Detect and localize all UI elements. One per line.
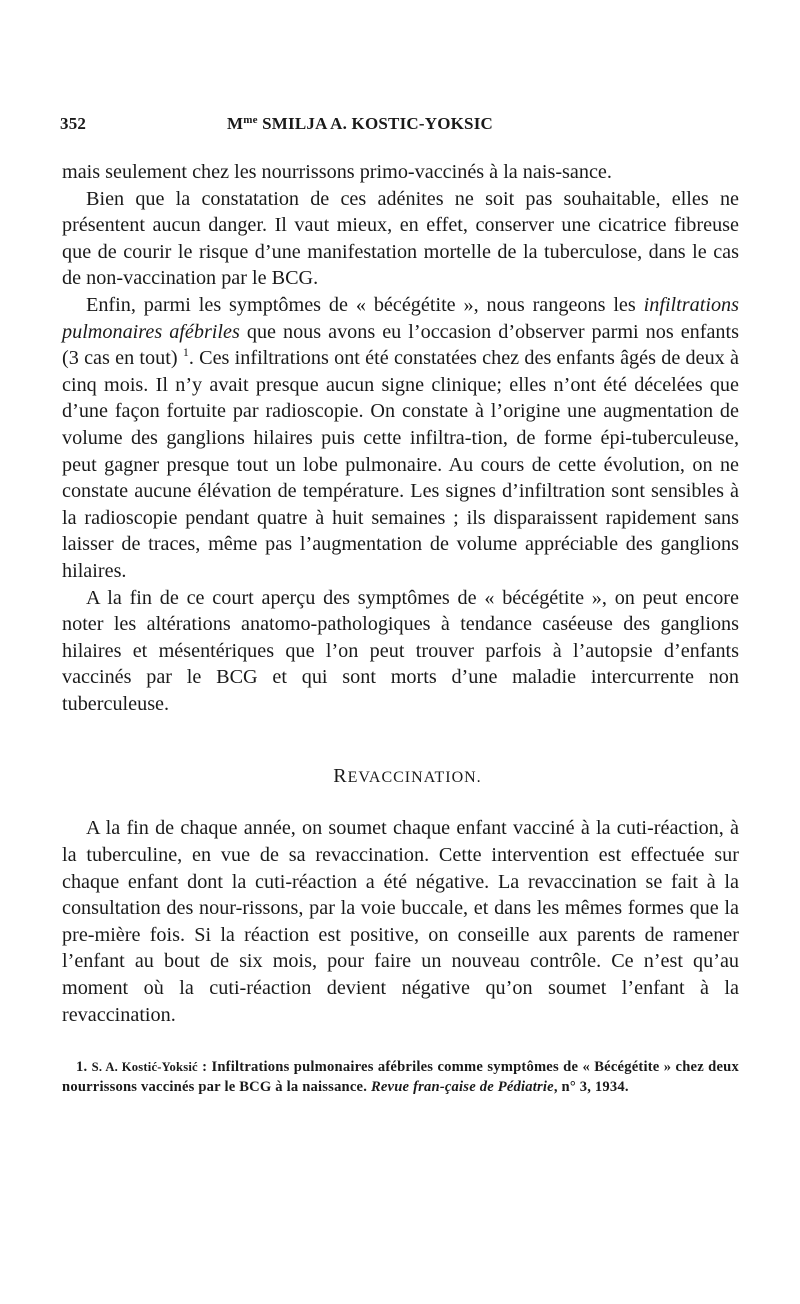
running-title-superscript: me (243, 114, 258, 126)
document-page (62, 112, 739, 1097)
paragraph-continuation: mais seulement chez les nourrissons primo-vaccinés à la nais-sance. (62, 161, 612, 183)
paragraph-infiltrations-start: Enfin, parmi les symptômes de « bécégétite », nous rangeons les (86, 293, 644, 316)
footnote-journal: Revue fran-çaise de Pédiatrie (370, 1078, 554, 1095)
running-head (62, 112, 739, 142)
footnote-text: : Infiltrations pulmonaires afébriles comme symptômes de « Bécégétite » chez deux nourrissons vaccinés par le BCG à la naissance. (62, 1059, 739, 1095)
section-heading-revaccination (62, 765, 739, 788)
section-heading-rest: EVACCINATION. (347, 769, 482, 787)
paragraph-adenites: Bien que la constatation de ces adénites ne soit pas souhaitable, elles ne présentent aucun danger. Il vaut mieux, en effet, conserver une cicatrice fibreuse que de courir le risque d’une manifestation mortelle de la tuberculose, dans le cas de non-vaccination par le BCG. (62, 187, 739, 290)
paragraph-infiltrations-middle: que nous avons eu l’occasion d’observer parmi nos enfants (3 cas en tout) (62, 320, 739, 370)
running-title-text: SMILJA A. KOSTIC-YOKSIC (257, 114, 493, 133)
italic-term: infiltrations pulmonaires afébriles (62, 293, 739, 343)
footnote (62, 1058, 739, 1097)
page-number: 352 (60, 114, 87, 133)
footnote-number: 1. (76, 1059, 92, 1076)
running-title-prefix: M (227, 114, 244, 133)
footnote-citation: , n° 3, 1934. (553, 1078, 629, 1095)
paragraph-anatomo-pathology: A la fin de ce court aperçu des symptômes de « bécégétite », on peut encore noter les altérations anatomo-pathologiques à tendance caséeuse des ganglions hilaires et mésentériques que l’on peut trouver parfois à l’autopsie d’enfants vaccinés par le BCG et qui sont morts d’une maladie intercurrente non tuberculeuse. (62, 586, 739, 715)
footnote-author: S. A. Kostić-Yoksić (91, 1060, 198, 1075)
section-heading-initial: R (333, 765, 348, 788)
paragraph-revaccination: A la fin de chaque année, on soumet chaque enfant vacciné à la cuti-réaction, à la tuberculine, en vue de sa revaccination. Cette intervention est effectuée sur chaque enfant dont la cuti-réaction a été négative. La revaccination se fait à la consultation des nour-rissons, par la voie buccale, et dans les mêmes formes que la pre-mière fois. Si la réaction est positive, on conseille aux parents de ramener l’enfant au bout de six mois, pour faire un nouveau contrôle. Ce n’est qu’au moment où la cuti-réaction devient négative qu’on soumet l’enfant à la revaccination. (62, 817, 739, 1026)
paragraph-infiltrations (62, 292, 739, 585)
footnote-reference: 1 (182, 345, 189, 360)
running-title (227, 114, 493, 134)
body-text (62, 159, 739, 1097)
paragraph-infiltrations-end: . Ces infiltrations ont été constatées chez des enfants âgés de deux à cinq mois. Il n’y avait presque aucun signe clinique; elles n’ont été décelées que d’une façon fortuite par radioscopie. On constate à l’origine une augmentation de volume des ganglions hilaires puis cette infiltra-tion, de forme épi-tuberculeuse, peut gagner presque tout un lobe pulmonaire. Au cours de cette évolution, on ne constate aucune élévation de température. Les signes d’infiltration sont sensibles à la radioscopie pendant quatre à huit semaines ; ils disparaissent rapidement sans laisser de traces, même pas l’augmentation de volume appréciable des ganglions hilaires. (62, 347, 739, 582)
